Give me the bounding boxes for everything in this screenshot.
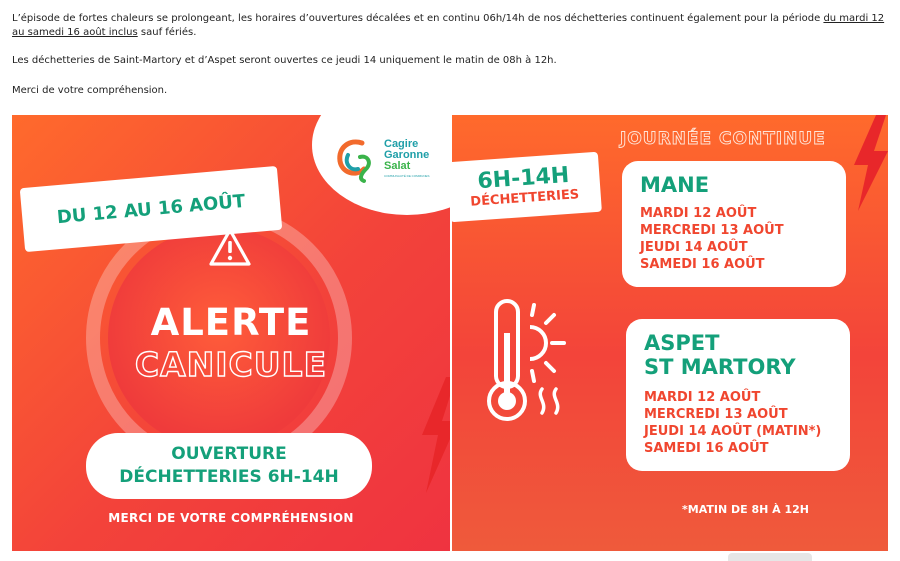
email-paragraph-1-text: L’épisode de fortes chaleurs se prolongeant, les horaires d’ouvertures décalées et en continu 06h/14h de nos déchetteries continuent également pour la période (12, 13, 824, 24)
st-martory-title: ST MARTORY (644, 355, 796, 379)
morning-hours-note: *MATIN DE 8H À 12H (682, 503, 810, 516)
aspet-day: SAMEDI 16 AOÛT (644, 441, 769, 456)
opening-hours-box (86, 433, 372, 499)
logo-subtitle: COMMUNAUTÉ DE COMMUNES (384, 174, 430, 178)
email-paragraph-1-end: sauf fériés. (137, 27, 197, 38)
aspet-day: MERCREDI 13 AOÛT (644, 407, 788, 422)
mane-day: MARDI 12 AOÛT (640, 206, 757, 221)
email-paragraph-2: Les déchetteries de Saint-Martory et d’Aspet seront ouvertes ce jeudi 14 uniquement le matin de 08h à 12h. (12, 55, 557, 66)
aspet-schedule-card (626, 319, 850, 471)
page-scroll-indicator[interactable] (728, 553, 812, 561)
aspet-day: MARDI 12 AOÛT (644, 390, 761, 405)
journee-continue-title: JOURNÉE CONTINUE (620, 129, 826, 149)
aspet-title: ASPET (644, 331, 720, 355)
mane-day: JEUDI 14 AOÛT (640, 240, 748, 255)
aspet-days (644, 389, 832, 457)
email-paragraph-1 (12, 12, 890, 40)
date-banner-text: DU 12 AU 16 AOÛT (56, 190, 246, 228)
hours-banner (452, 152, 602, 222)
lightning-bolt-icon (416, 377, 450, 493)
hours-banner-main: 6H-14H (476, 162, 571, 195)
mane-day: SAMEDI 16 AOÛT (640, 257, 765, 272)
alert-subtitle: CANICULE (134, 345, 328, 384)
cgs-logo-icon (332, 133, 378, 185)
opening-line-1: OUVERTURE (171, 444, 287, 464)
warning-icon (208, 227, 252, 267)
mane-days (640, 205, 828, 273)
aspet-day: JEUDI 14 AOÛT (MATIN*) (644, 424, 822, 439)
logo-line-2: Garonne (384, 149, 430, 161)
thermometer-sun-icon (472, 293, 582, 433)
schedule-poster (452, 115, 888, 551)
alert-title: ALERTE (150, 301, 312, 344)
email-period-dates: du mardi 12 au samedi 16 août inclus (12, 13, 885, 38)
logo-line-3: Salat (384, 160, 411, 172)
logo-line-1: Cagire (384, 138, 419, 150)
mane-schedule-card (622, 161, 846, 287)
opening-line-2: DÉCHETTERIES 6H-14H (119, 467, 339, 487)
hours-banner-sub: DÉCHETTERIES (469, 187, 580, 210)
mane-title: MANE (640, 173, 710, 197)
thanks-text: MERCI DE VOTRE COMPRÉHENSION (108, 511, 354, 525)
lightning-bolt-icon (850, 115, 888, 211)
email-paragraph-3: Merci de votre compréhension. (12, 85, 168, 96)
alert-canicule-poster (12, 115, 450, 551)
mane-day: MERCREDI 13 AOÛT (640, 223, 784, 238)
cgs-logo-text (384, 139, 444, 178)
